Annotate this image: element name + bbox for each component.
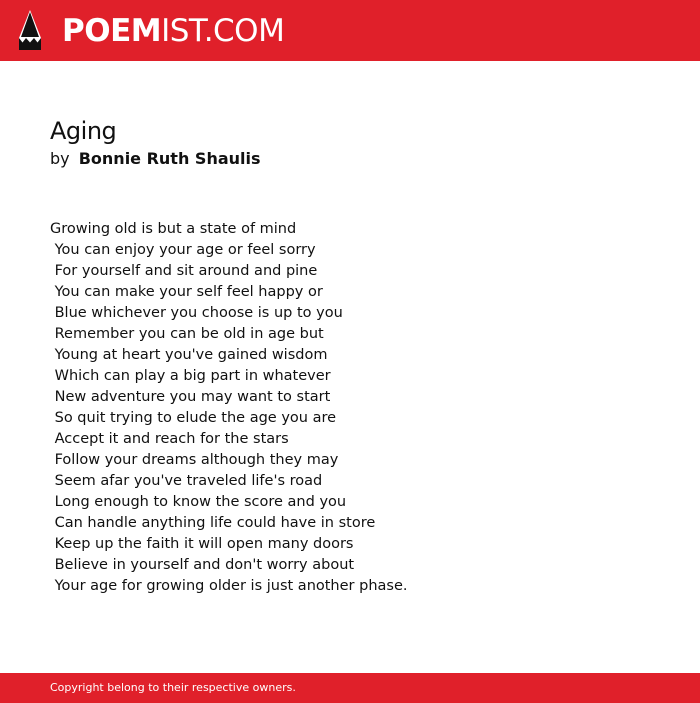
poem-line: Seem afar you've traveled life's road — [50, 473, 323, 489]
poem-line: You can make your self feel happy or — [50, 284, 323, 300]
site-header — [0, 0, 700, 61]
poem-line: Long enough to know the score and you — [50, 494, 347, 510]
poem-line: Which can play a big part in whatever — [50, 368, 331, 384]
poem-line: Blue whichever you choose is up to you — [50, 305, 343, 321]
site-footer — [0, 673, 700, 703]
copyright-notice: Copyright belong to their respective owners. — [50, 681, 296, 694]
poem-line: Can handle anything life could have in store — [50, 515, 376, 531]
brand-name-rest: IST.COM — [161, 13, 285, 49]
poem-line: Follow your dreams although they may — [50, 452, 339, 468]
poem-title: Aging — [50, 117, 117, 145]
brand-name-bold: POEM — [62, 13, 162, 49]
pencil-tip-icon[interactable] — [18, 9, 42, 51]
by-label: by — [50, 149, 70, 168]
poem-line: Growing old is but a state of mind — [50, 221, 297, 237]
poem-line: You can enjoy your age or feel sorry — [50, 242, 316, 258]
poem-line: Your age for growing older is just another phase. — [50, 578, 408, 594]
poem-body — [50, 219, 407, 597]
poem-line: Young at heart you've gained wisdom — [50, 347, 328, 363]
byline — [50, 148, 261, 170]
site-logo-link[interactable] — [62, 12, 284, 50]
poem-line: New adventure you may want to start — [50, 389, 331, 405]
poem-line: For yourself and sit around and pine — [50, 263, 318, 279]
poem-line: So quit trying to elude the age you are — [50, 410, 337, 426]
poem-line: Believe in yourself and don't worry about — [50, 557, 355, 573]
author-name[interactable]: Bonnie Ruth Shaulis — [78, 149, 261, 168]
poem-line: Keep up the faith it will open many doors — [50, 536, 354, 552]
poem-line: Accept it and reach for the stars — [50, 431, 289, 447]
poem-line: Remember you can be old in age but — [50, 326, 324, 342]
